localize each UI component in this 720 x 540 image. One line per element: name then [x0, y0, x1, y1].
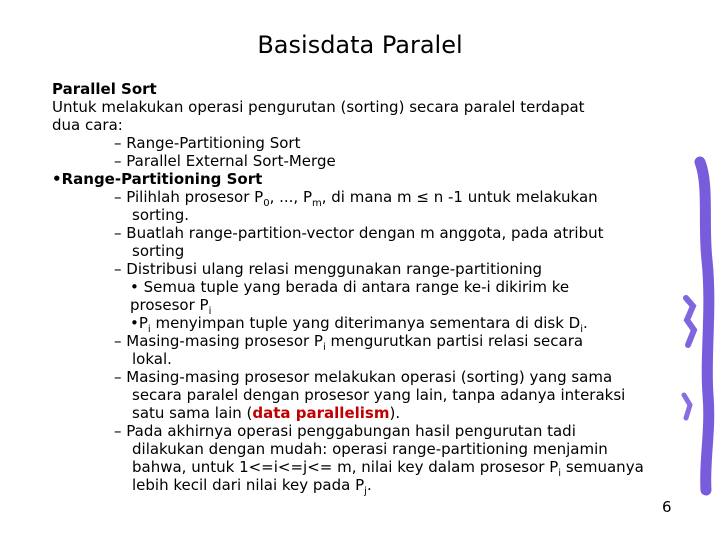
step-text: Pilihlah prosesor P	[126, 188, 264, 206]
sub-bullet-text: prosesor P	[130, 296, 209, 314]
list-item-label: Range-Partitioning Sort	[126, 134, 301, 152]
subscript: i	[558, 468, 562, 479]
step-continuation: dilakukan dengan mudah: operasi range-partitioning menjamin	[132, 440, 608, 458]
slide-title: Basisdata Paralel	[257, 31, 463, 59]
step-text: Masing-masing prosesor P	[126, 332, 323, 350]
list-item	[52, 134, 662, 152]
bullet-marker: •	[130, 278, 139, 296]
subscript: m	[312, 198, 322, 209]
bullet-marker: •	[130, 314, 139, 332]
subscript: i	[322, 342, 326, 353]
step-text: bahwa, untuk 1<=i<=j<= m, nilai key dalam prosesor P	[132, 458, 559, 476]
step-text: satu sama lain (	[132, 404, 253, 422]
step-text: Pada akhirnya operasi penggabungan hasil pengurutan tadi	[126, 422, 576, 440]
step-continuation: sorting	[132, 242, 185, 260]
bullet-marker: •	[52, 170, 62, 188]
step-text: ).	[389, 404, 401, 422]
step-text: , ..., P	[269, 188, 312, 206]
step-text: lebih kecil dari nilai key pada P	[132, 476, 365, 494]
step-text: Masing-masing prosesor melakukan operasi (sorting) yang sama	[126, 368, 613, 386]
data-parallelism-highlight: data parallelism	[252, 404, 390, 422]
step-item	[52, 188, 662, 209]
sub-bullet-item	[52, 278, 662, 296]
dash-marker: –	[114, 134, 122, 152]
section-heading	[52, 170, 662, 188]
step-item	[52, 224, 662, 242]
step-continuation: lokal.	[132, 350, 172, 368]
step-item	[52, 422, 662, 440]
step-continuation	[52, 476, 662, 497]
dash-marker: –	[114, 422, 122, 440]
heading-parallel-sort: Parallel Sort	[52, 80, 157, 98]
step-continuation: secara paralel dengan prosesor yang lain, tanpa adanya interaksi	[132, 386, 626, 404]
step-item	[52, 260, 662, 278]
intro-text: Untuk melakukan operasi pengurutan (sorting) secara paralel terdapat	[52, 98, 585, 116]
intro-text-cont: dua cara:	[52, 116, 123, 134]
step-text: semuanya	[561, 458, 644, 476]
list-item	[52, 152, 662, 170]
dash-marker: –	[114, 224, 122, 242]
step-text: .	[366, 476, 372, 494]
sub-bullet-text: Semua tuple yang berada di antara range ke-i dikirim ke	[143, 278, 570, 296]
sub-bullet-item	[52, 314, 662, 335]
step-item	[52, 332, 662, 353]
subscript: j	[364, 486, 367, 497]
sub-bullet-continuation	[52, 296, 662, 317]
list-item-label: Parallel External Sort-Merge	[126, 152, 336, 170]
dash-marker: –	[114, 332, 122, 350]
dash-marker: –	[114, 260, 122, 278]
dash-marker: –	[114, 188, 122, 206]
sub-bullet-text: menyimpan tuple yang diterimanya sementara di disk D	[150, 314, 581, 332]
subscript: i	[147, 324, 151, 335]
dash-marker: –	[114, 368, 122, 386]
step-text: Distribusi ulang relasi menggunakan range-partitioning	[126, 260, 543, 278]
step-item	[52, 368, 662, 386]
step-text: mengurutkan partisi relasi secara	[325, 332, 584, 350]
step-continuation	[52, 404, 662, 422]
dash-marker: –	[114, 152, 122, 170]
subscript: i	[580, 324, 584, 335]
slide-body	[52, 80, 662, 497]
page-number: 6	[662, 498, 672, 516]
sub-bullet-text: .	[583, 314, 588, 332]
section-label: Range-Partitioning Sort	[61, 170, 263, 188]
subscript: i	[208, 306, 212, 317]
step-text: , di mana m ≤ n -1 untuk melakukan	[321, 188, 598, 206]
step-continuation: sorting.	[132, 206, 190, 224]
step-text: Buatlah range-partition-vector dengan m anggota, pada atribut	[126, 224, 604, 242]
subscript: 0	[263, 198, 270, 209]
sub-bullet-text: P	[138, 314, 148, 332]
step-continuation	[52, 458, 662, 479]
